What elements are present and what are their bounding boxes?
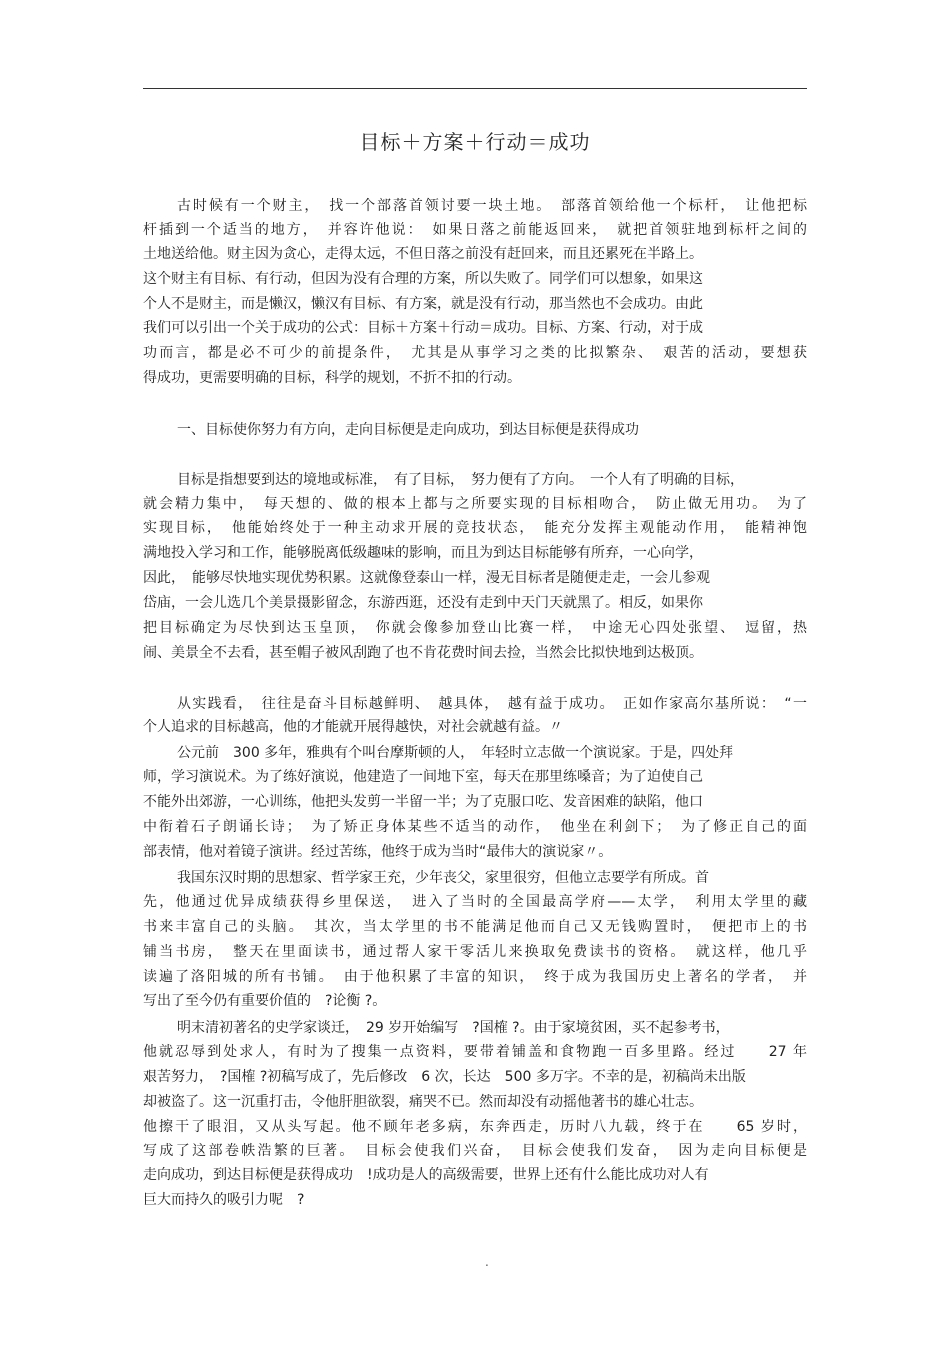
text-line: 把目标确定为尽快到达玉皇顶， 你就会像参加登山比赛一样， 中途无心四处张望、 逗留，热 — [143, 620, 807, 636]
text-line: 明末清初著名的史学家谈迁， 29 岁开始编写 ?国榷 ?。由于家境贫困，买不起参考书， — [177, 1020, 730, 1036]
text-line: 巨大而持久的吸引力呢 ? — [143, 1192, 305, 1208]
text-line: 不能外出郊游，一心训练，他把头发剪一半留一半；为了克服口吃、发音困难的缺陷，他口 — [143, 794, 703, 810]
text-line: 艰苦努力， ?国榷 ?初稿写成了，先后修改 6 次，长达 500 多万字。不幸的是，初稿尚未出版 — [143, 1069, 746, 1085]
text-line: 闹、美景全不去看，甚至帽子被风刮跑了也不肯花费时间去捡，当然会比拟快地到达极顶。 — [143, 645, 703, 661]
page-footer-mark: . — [485, 1255, 489, 1269]
text-line: 书来丰富自己的头脑。 其次，当太学里的书不能满足他而自己又无钱购置时， 便把市上的书 — [143, 919, 807, 935]
text-line: 个人追求的目标越高，他的才能就开展得越快，对社会就越有益。〃 — [143, 719, 563, 735]
text-line: 这个财主有目标、有行动，但因为没有合理的方案，所以失败了。同学们可以想象，如果这 — [143, 271, 703, 287]
text-line: 就会精力集中， 每天想的、做的根本上都与之所要实现的目标相吻合， 防止做无用功。 为了 — [143, 496, 807, 512]
text-line: 从实践看， 往往是奋斗目标越鲜明、 越具体， 越有益于成功。 正如作家高尔基所说： “一 — [177, 696, 807, 712]
text-line: 他擦干了眼泪，又从头写起。他不顾年老多病，东奔西走，历时八九载，终于在 65 岁时， — [143, 1119, 807, 1135]
text-line: 土地送给他。财主因为贪心，走得太远，不但日落之前没有赶回来，而且还累死在半路上。 — [143, 246, 703, 262]
text-line: 写出了至今仍有重要价值的 ?论衡 ?。 — [143, 993, 387, 1009]
text-line: 写成了这部卷帙浩繁的巨著。 目标会使我们兴奋， 目标会使我们发奋， 因为走向目标便是 — [143, 1143, 807, 1159]
document-title: 目标＋方案＋行动＝成功 — [359, 130, 591, 154]
text-line: 目标是指想要到达的境地或标准， 有了目标， 努力便有了方向。 一个人有了明确的目标， — [177, 472, 744, 488]
text-line: 公元前 300 多年，雅典有个叫台摩斯顿的人， 年轻时立志做一个演说家。于是，四处拜 — [177, 745, 734, 761]
text-line: 实现目标， 他能始终处于一种主动求开展的竞技状态， 能充分发挥主观能动作用， 能精神饱 — [143, 520, 807, 536]
top-rule — [143, 88, 807, 89]
text-line: 读遍了洛阳城的所有书铺。 由于他积累了丰富的知识， 终于成为我国历史上著名的学者， 并 — [143, 969, 807, 985]
text-line: 部表情，他对着镜子演讲。经过苦练，他终于成为当时“最伟大的演说家〃。 — [143, 844, 613, 860]
text-line: 个人不是财主，而是懒汉，懒汉有目标、有方案，就是没有行动，那当然也不会成功。由此 — [143, 296, 703, 312]
text-line: 铺当书房， 整天在里面读书，通过帮人家干零活儿来换取免费读书的资格。 就这样，他几乎 — [143, 944, 807, 960]
text-line: 古时候有一个财主， 找一个部落首领讨要一块土地。 部落首领给他一个标杆， 让他把标 — [177, 198, 807, 214]
text-line: 因此， 能够尽快地实现优势积累。这就像登泰山一样，漫无目标者是随便走走，一会儿参观 — [143, 570, 710, 586]
text-line: 功而言，都是必不可少的前提条件， 尤其是从事学习之类的比拟繁杂、 艰苦的活动，要想获 — [143, 345, 807, 361]
text-line: 得成功，更需要明确的目标，科学的规划，不折不扣的行动。 — [143, 370, 521, 386]
text-line: 却被盗了。这一沉重打击，令他肝胆欲裂，痛哭不已。然而却没有动摇他著书的雄心壮志。 — [143, 1094, 703, 1110]
text-line: 岱庙，一会儿选几个美景摄影留念，东游西逛，还没有走到中天门天就黑了。相反，如果你 — [143, 595, 703, 611]
text-line: 我国东汉时期的思想家、哲学家王充，少年丧父，家里很穷，但他立志要学有所成。首 — [177, 870, 709, 886]
text-line: 先，他通过优异成绩获得乡里保送， 进入了当时的全国最高学府——太学， 利用太学里的藏 — [143, 894, 807, 910]
text-line: 杆插到一个适当的地方， 并容许他说： 如果日落之前能返回来， 就把首领驻地到标杆之间的 — [143, 222, 807, 238]
text-line: 我们可以引出一个关于成功的公式：目标＋方案＋行动＝成功。目标、方案、行动，对于成 — [143, 320, 703, 336]
text-line: 走向成功，到达目标便是获得成功 !成功是人的高级需要，世界上还有什么能比成功对人有 — [143, 1167, 709, 1183]
text-line: 他就忍辱到处求人，有时为了搜集一点资料，要带着铺盖和食物跑一百多里路。经过 27 年 — [143, 1044, 807, 1060]
text-line: 师，学习演说术。为了练好演说，他建造了一间地下室，每天在那里练嗓音；为了迫使自己 — [143, 769, 703, 785]
section-heading: 一、目标使你努力有方向，走向目标便是走向成功，到达目标便是获得成功 — [177, 422, 639, 438]
text-line: 中衔着石子朗诵长诗； 为了矫正身体某些不适当的动作， 他坐在利剑下； 为了修正自己的面 — [143, 819, 807, 835]
text-line: 满地投入学习和工作，能够脱离低级趣味的影响，而且为到达目标能够有所弃，一心向学， — [143, 545, 703, 561]
